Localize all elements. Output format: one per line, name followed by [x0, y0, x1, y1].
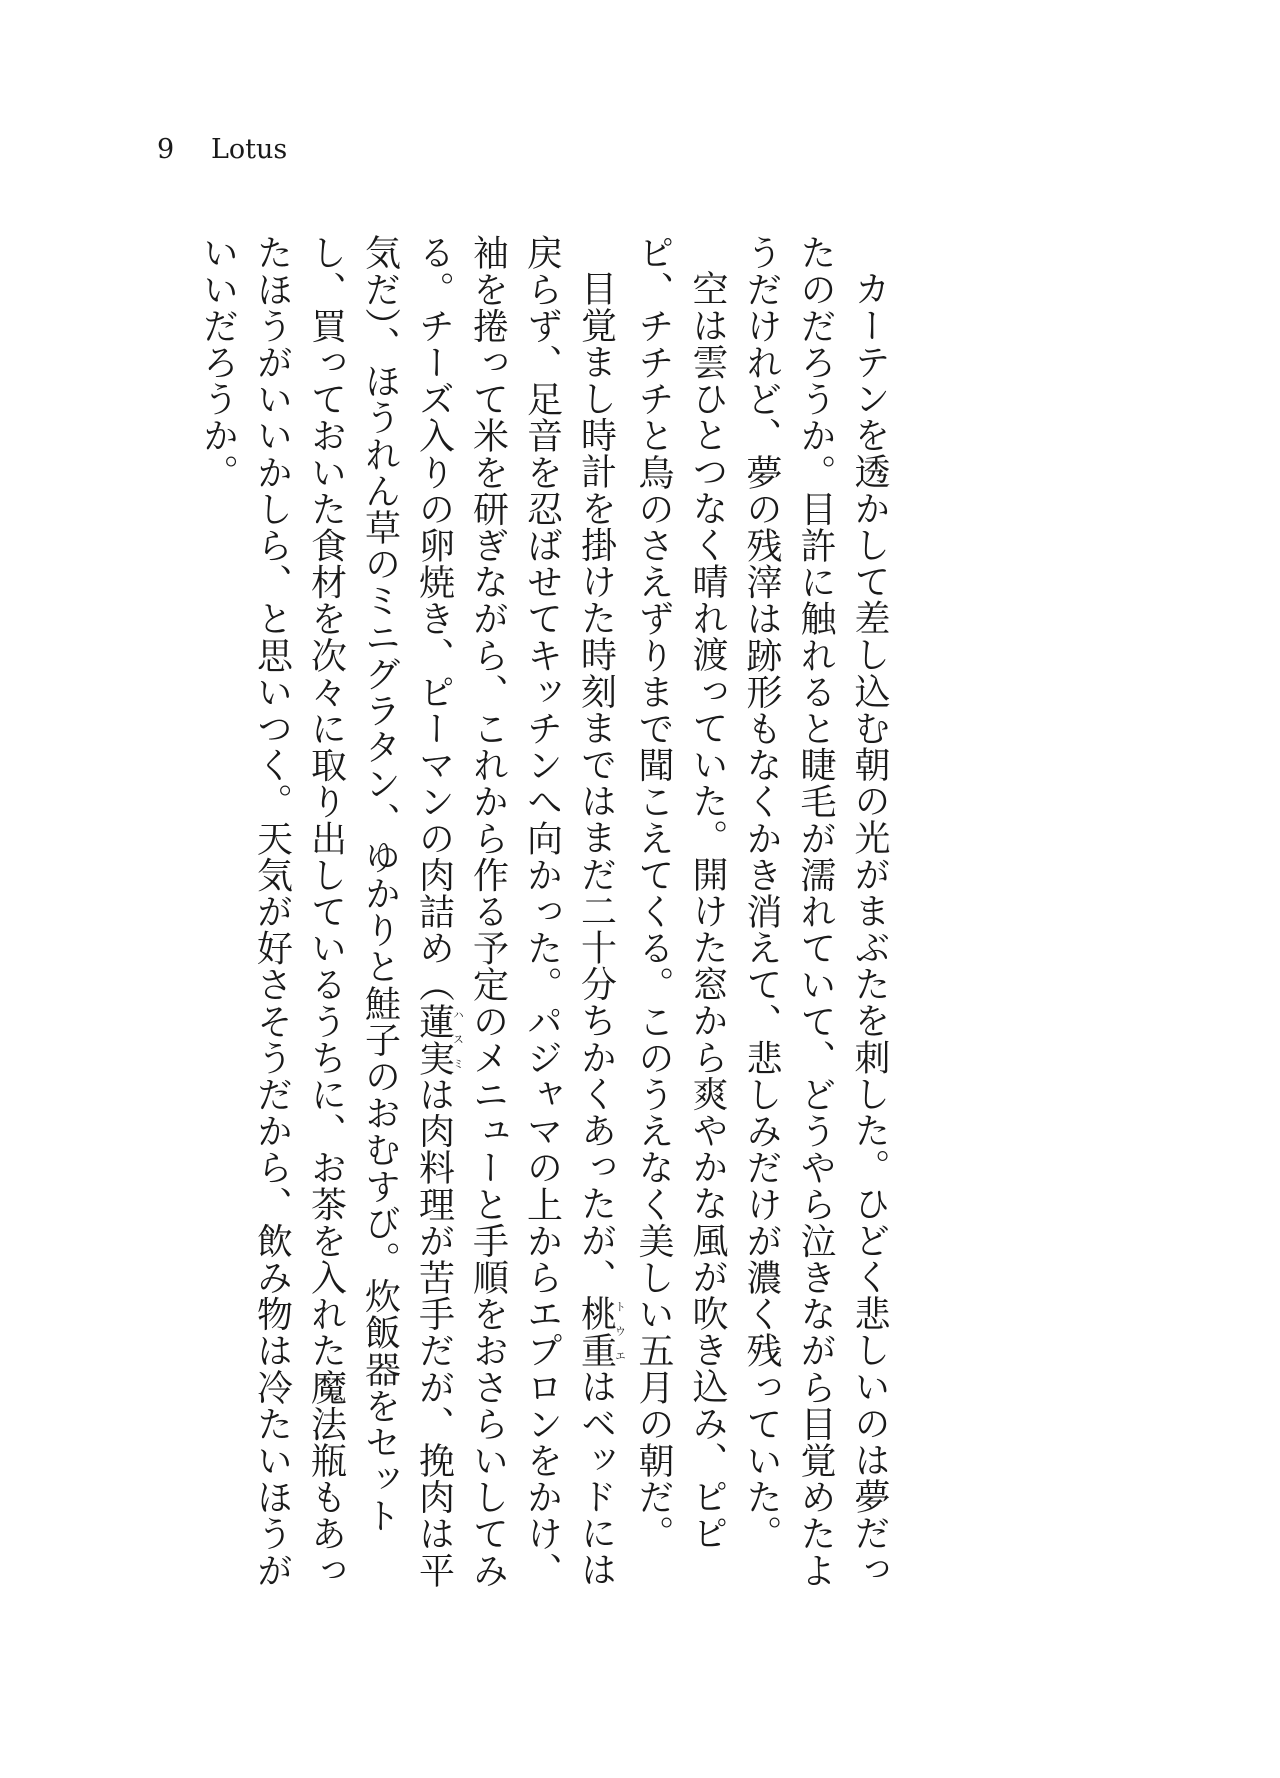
ruby-touei-reading: トウエ — [613, 1294, 627, 1368]
vertical-body-text — [191, 234, 897, 1594]
paragraph-2: 空は雲ひとつなく晴れ渡っていた。開けた窓から爽やかな風が吹き込み、ピピピ、チチチと鳥のさえずりまで聞こえてくる。このうえなく美しい五月の朝だ。 — [633, 234, 728, 1552]
ruby-hasumi-reading: ハスミ — [451, 1002, 465, 1076]
running-title: Lotus — [211, 134, 288, 165]
paragraph-3 — [191, 234, 627, 1594]
ruby-touei — [575, 1294, 627, 1369]
paragraph-3-part-b: はベッドには戻らず、足音を忍ばせてキッチンへ向かった。パジャマの上からエプロンをかけ、袖を捲って米を研ぎながら、これから作る予定のメニューと手順をおさらいしてみる。チーズ入りの卵焼き、ピーマンの肉詰め（ — [413, 234, 617, 1589]
paragraph-1: カーテンを透かして差し込む朝の光がまぶたを刺した。ひどく悲しいのは夢だったのだろうか。目許に触れると睫毛が濡れていて、どうやら泣きながら目覚めたようだけれど、夢の残滓は跡形もなくかき消えて、悲しみだけが濃く残っていた。 — [741, 234, 890, 1589]
paragraph-3-part-c: は肉料理が苦手だが、挽肉は平気だ）、ほうれん草のミニグラタン、ゆかりと鮭子のおむすび。炊飯器をセットし、買っておいた食材を次々に取り出しているうちに、お茶を入れた魔法瓶もあったほうがいいかしら、と思いつく。天気が好さそうだから、飲み物は冷たいほうがいいだろうか。 — [197, 234, 455, 1589]
paragraph-3-part-a: 目覚まし時計を掛けた時刻まではまだ二十分ちかくあったが、 — [575, 270, 617, 1295]
ruby-touei-base: 桃重 — [575, 1294, 617, 1369]
running-header — [157, 132, 287, 168]
ruby-hasumi-base: 蓮実 — [413, 1002, 455, 1076]
ruby-hasumi — [413, 1002, 465, 1076]
page-number: 9 — [157, 134, 175, 165]
